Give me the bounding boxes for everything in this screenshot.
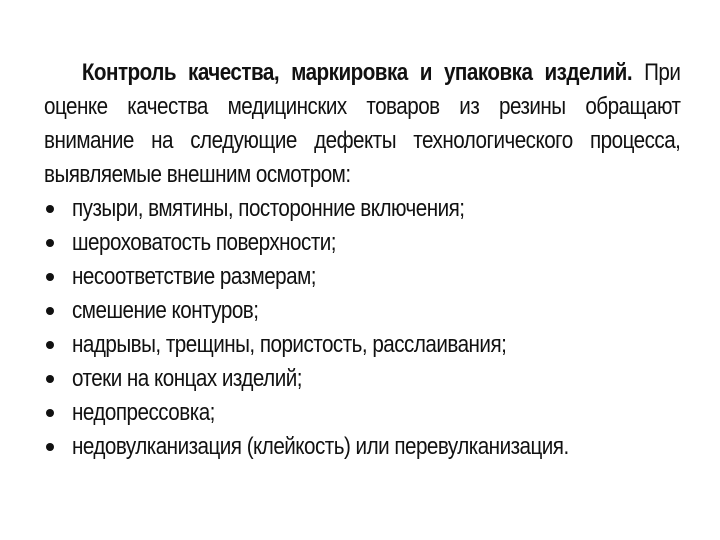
- list-item-text: недовулканизация (клейкость) или перевулканизация.: [72, 433, 569, 460]
- list-item: [44, 192, 680, 226]
- bullet-icon: [46, 409, 54, 417]
- list-item-text: несоответствие размерам;: [72, 263, 316, 290]
- bullet-icon: [46, 205, 54, 213]
- list-item-text: надрывы, трещины, пористость, расслаивания;: [72, 331, 507, 358]
- bullet-icon: [46, 239, 54, 247]
- bullet-icon: [46, 273, 54, 281]
- intro-paragraph: [44, 56, 680, 192]
- bullet-icon: [46, 307, 54, 315]
- bullet-icon: [46, 341, 54, 349]
- list-item: [44, 226, 680, 260]
- defects-list: [44, 192, 680, 464]
- list-item: [44, 294, 680, 328]
- list-item: [44, 430, 680, 464]
- bullet-icon: [46, 443, 54, 451]
- list-item-text: недопрессовка;: [72, 399, 215, 426]
- intro-text: При оценке качества медицинских товаров из резины обращают внимание на следующие дефекты технологического процесса, выявляемые внешним осмотром:: [44, 59, 681, 188]
- section-heading: Контроль качества, маркировка и упаковка изделий.: [81, 59, 633, 86]
- document-text: [44, 56, 680, 464]
- list-item: [44, 362, 680, 396]
- list-item-text: шероховатость поверхности;: [72, 229, 336, 256]
- list-item-text: отеки на концах изделий;: [72, 365, 302, 392]
- list-item: [44, 328, 680, 362]
- list-item-text: пузыри, вмятины, посторонние включения;: [72, 195, 465, 222]
- list-item-text: смешение контуров;: [72, 297, 259, 324]
- list-item: [44, 260, 680, 294]
- bullet-icon: [46, 375, 54, 383]
- list-item: [44, 396, 680, 430]
